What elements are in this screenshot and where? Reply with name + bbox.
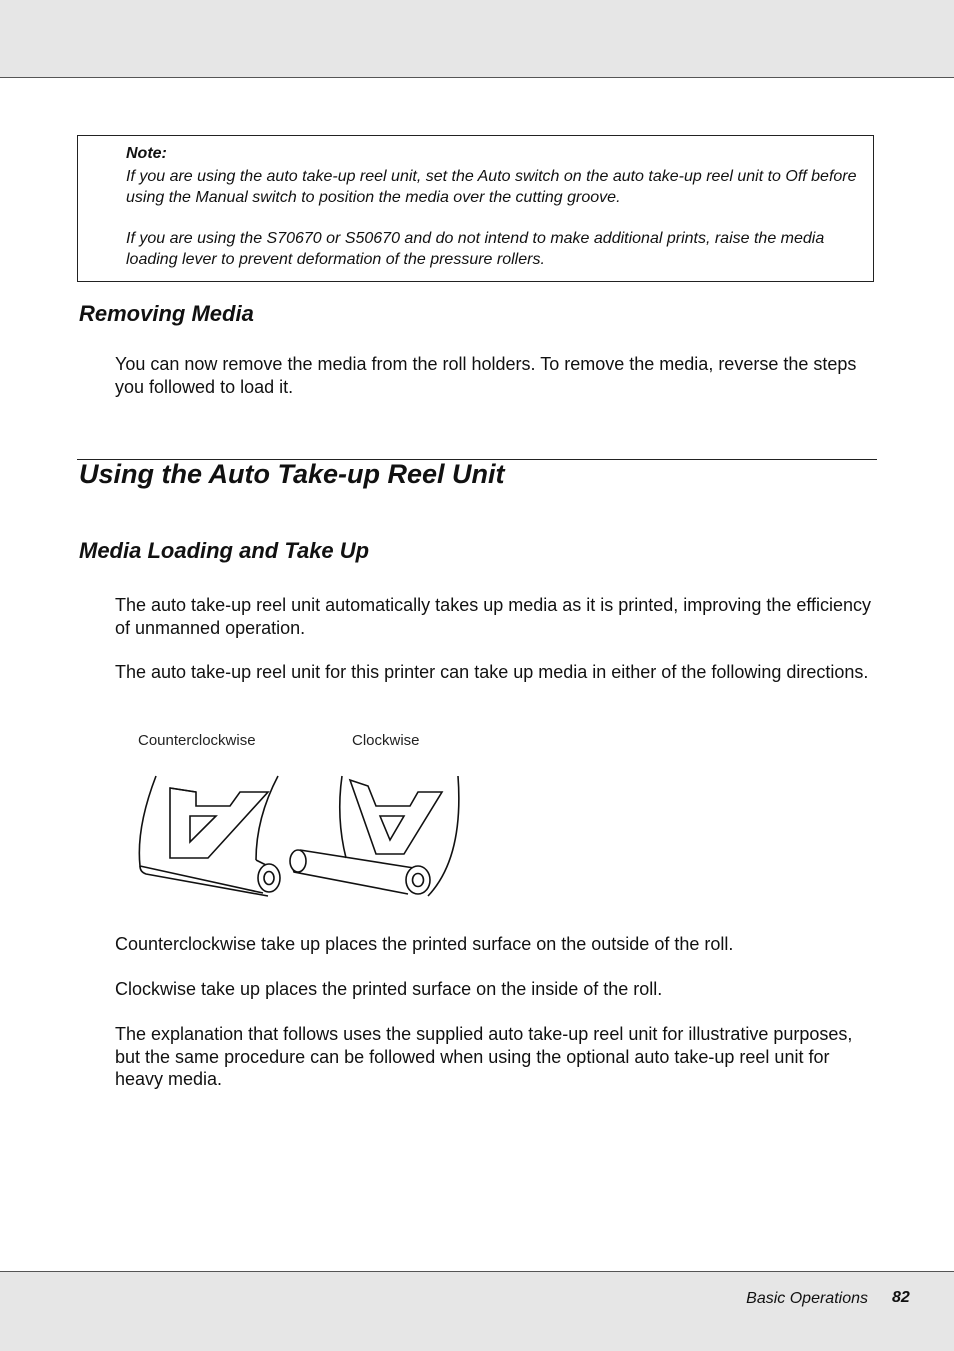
removing-media-heading: Removing Media — [79, 301, 254, 326]
media-loading-para-1: The auto take-up reel unit automatically takes up media as it is printed, improving the efficiency of unmanned operation. — [115, 595, 872, 638]
counterclockwise-illustration — [139, 776, 280, 896]
footer-page-number: 82 — [892, 1289, 910, 1306]
media-loading-para-2: The auto take-up reel unit for this printer can take up media in either of the following directions. — [115, 662, 869, 682]
clockwise-illustration — [290, 776, 459, 896]
section-title: Using the Auto Take-up Reel Unit — [79, 459, 505, 489]
removing-media-body: You can now remove the media from the roll holders. To remove the media, reverse the steps you followed to load it. — [115, 354, 857, 397]
footer-section-title: Basic Operations — [746, 1290, 868, 1307]
note-title: Note: — [126, 145, 167, 162]
figure-label-counterclockwise: Counterclockwise — [138, 732, 256, 749]
media-loading-para-3: Counterclockwise take up places the printed surface on the outside of the roll. — [115, 934, 734, 954]
note-box — [77, 135, 874, 282]
page-header-band — [0, 0, 954, 78]
note-paragraph-1: If you are using the auto take-up reel unit, set the Auto switch on the auto take-up reel unit to Off before using the Manual switch to position the media over the cutting groove. — [126, 168, 857, 206]
note-paragraph-2: If you are using the S70670 or S50670 and do not intend to make additional prints, raise the media loading lever to prevent deformation of the pressure rollers. — [126, 230, 825, 268]
media-loading-heading: Media Loading and Take Up — [79, 538, 370, 563]
page-footer-band — [0, 1271, 954, 1351]
take-up-direction-figure — [128, 768, 468, 908]
media-loading-para-4: Clockwise take up places the printed surface on the inside of the roll. — [115, 979, 663, 999]
media-loading-para-5: The explanation that follows uses the supplied auto take-up reel unit for illustrative purposes, but the same procedure can be followed when using the optional auto take-up reel unit for heavy media. — [115, 1024, 853, 1089]
figure-label-clockwise: Clockwise — [352, 732, 420, 749]
